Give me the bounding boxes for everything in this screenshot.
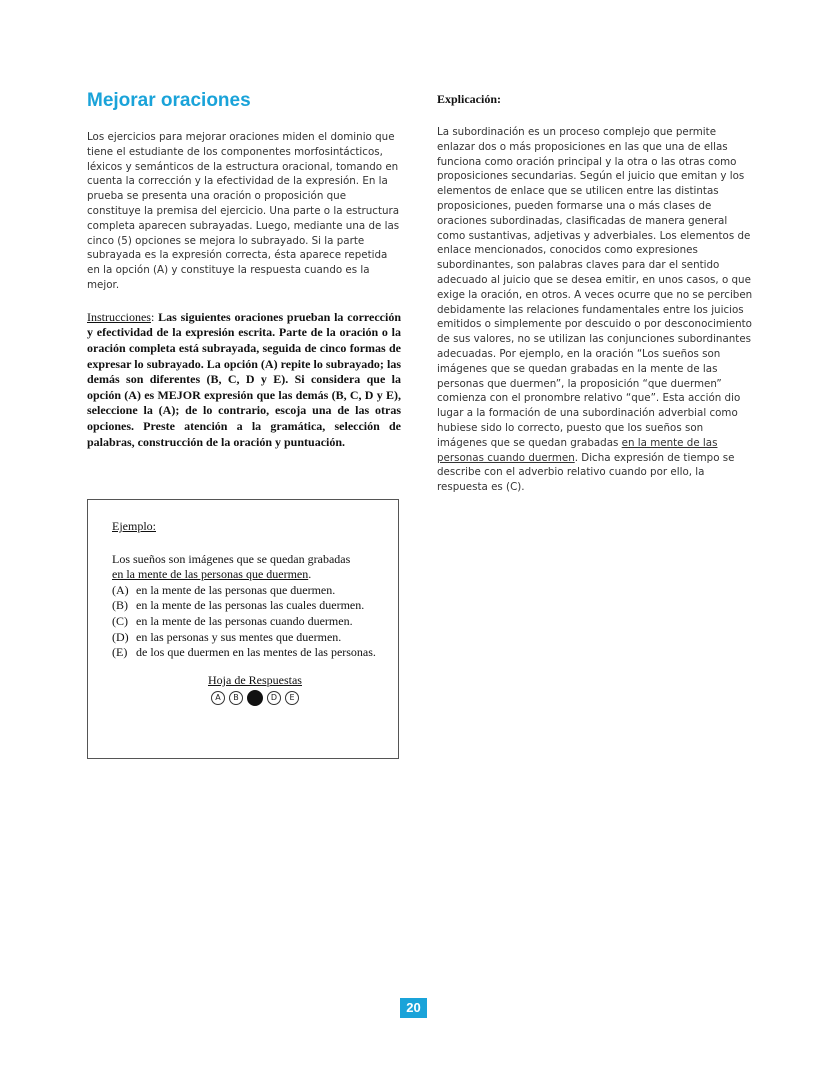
instructions-separator: : [150, 309, 159, 324]
option-text: en la mente de las personas cuando duermen. [136, 613, 353, 628]
instructions-lead: Instrucciones [87, 309, 151, 324]
explanation-paragraph [437, 125, 753, 495]
left-column [87, 90, 401, 450]
example-sentence [112, 552, 394, 583]
example-label: Ejemplo: [112, 519, 156, 533]
bubble-e: E [285, 691, 299, 705]
option-letter: (C) [112, 613, 128, 628]
bubble-c-filled [247, 690, 263, 706]
option-text: en las personas y sus mentes que duermen. [136, 629, 342, 644]
explanation-heading: Explicación: [437, 92, 502, 106]
example-sentence-underlined: en la mente de las personas que duermen [112, 567, 309, 582]
option-letter: (D) [112, 629, 129, 644]
option-e [112, 645, 394, 661]
option-text: en la mente de las personas las cuales duermen. [136, 598, 365, 613]
option-text: en la mente de las personas que duermen. [136, 582, 336, 597]
explanation-body-2: . Dicha expresión de tiempo se describe con el adverbio relativo cuando por ello, la respuesta es (C). [437, 451, 735, 494]
option-b [112, 598, 394, 614]
example-sentence-end: . [308, 567, 312, 582]
example-box [87, 499, 399, 759]
example-options [112, 583, 394, 661]
explanation-underlined: en la mente de las personas cuando duermen [437, 436, 718, 464]
example-content [112, 519, 394, 706]
option-a [112, 583, 394, 599]
option-c [112, 614, 394, 630]
option-letter: (B) [112, 598, 128, 613]
option-text: de los que duermen en las mentes de las personas. [136, 645, 376, 660]
intro-paragraph: Los ejercicios para mejorar oraciones miden el dominio que tiene el estudiante de los componentes morfosintácticos, léxicos y semánticos de la estructura oracional, tomando en cuenta la corrección y la efectividad de la expresión. En la prueba se presenta una oración o proposición que constituye la premisa del ejercicio. Una parte o la estructura completa aparecen subrayadas. Luego, mediante una de las cinco (5) opciones se mejora lo subrayado. Si la parte subrayada es la expresión correcta, ésta aparece repetida en la opción (A) y constituye la respuesta cuando es la mejor. [87, 131, 400, 291]
page-title: Mejorar oraciones [87, 90, 251, 111]
right-column [437, 92, 753, 495]
bubble-b: B [229, 691, 243, 705]
answer-sheet-title: Hoja de Respuestas [208, 672, 302, 687]
instructions-paragraph [87, 310, 401, 450]
example-sentence-plain: Los sueños son imágenes que se quedan grabadas [112, 551, 351, 566]
explanation-body-1: La subordinación es un proceso complejo que permite enlazar dos o más proposiciones en las que una de ellas funciona como oración principal y la otra o las otras como proposiciones secundarias. Según el juicio que emitan y los elementos de enlace que se utilicen entre las distintas proposiciones, pueden formarse una o más clases de oraciones subordinadas, clasificadas de manera general como sustantivas, adjetivas y adverbiales. Los elementos de enlace mencionados, conocidos como expresiones subordinantes, son palabras claves para dar el sentido adecuado al juicio que se desea emitir, en unos casos, o que exige la oración, en otros. A veces ocurre que no se perciben debidamente las relaciones fundamentales entre los juicios emitidos o simplemente por descuido o por desconocimiento de sus valores, no se utilizan las conjunciones subordinantes adecuadas. Por ejemplo, en la oración “Los sueños son imágenes que se quedan grabadas en la mente de las personas que duermen”, la proposición “que duermen” comienza con el pronombre relativo “que”. Esta acción dio lugar a la formación de una subordinación adverbial como hubiese sido lo correcto, puesto que los sueños son imágenes que se quedan grabadas [437, 126, 753, 449]
bubble-a: A [211, 691, 225, 705]
option-letter: (E) [112, 645, 128, 660]
bubble-d: D [267, 691, 281, 705]
instructions-body: Las siguientes oraciones prueban la corrección y efectividad de la expresión escrita. Parte de la oración o la oración completa está subrayada, seguida de cinco formas de expresar lo subrayado. La opción (A) repite lo subrayado; las demás son diferentes (B, C, D y E). Si considera que la opción (A) es MEJOR expresión que las demás (B, C, D y E), seleccione la (A); de lo contrario, escoja una de las otras opciones. Preste atención a la gramática, selección de palabras, construcción de la oración y puntuación. [87, 309, 401, 449]
answer-bubbles [112, 691, 394, 706]
option-d [112, 630, 394, 646]
page-number: 20 [400, 998, 427, 1018]
option-letter: (A) [112, 582, 129, 597]
